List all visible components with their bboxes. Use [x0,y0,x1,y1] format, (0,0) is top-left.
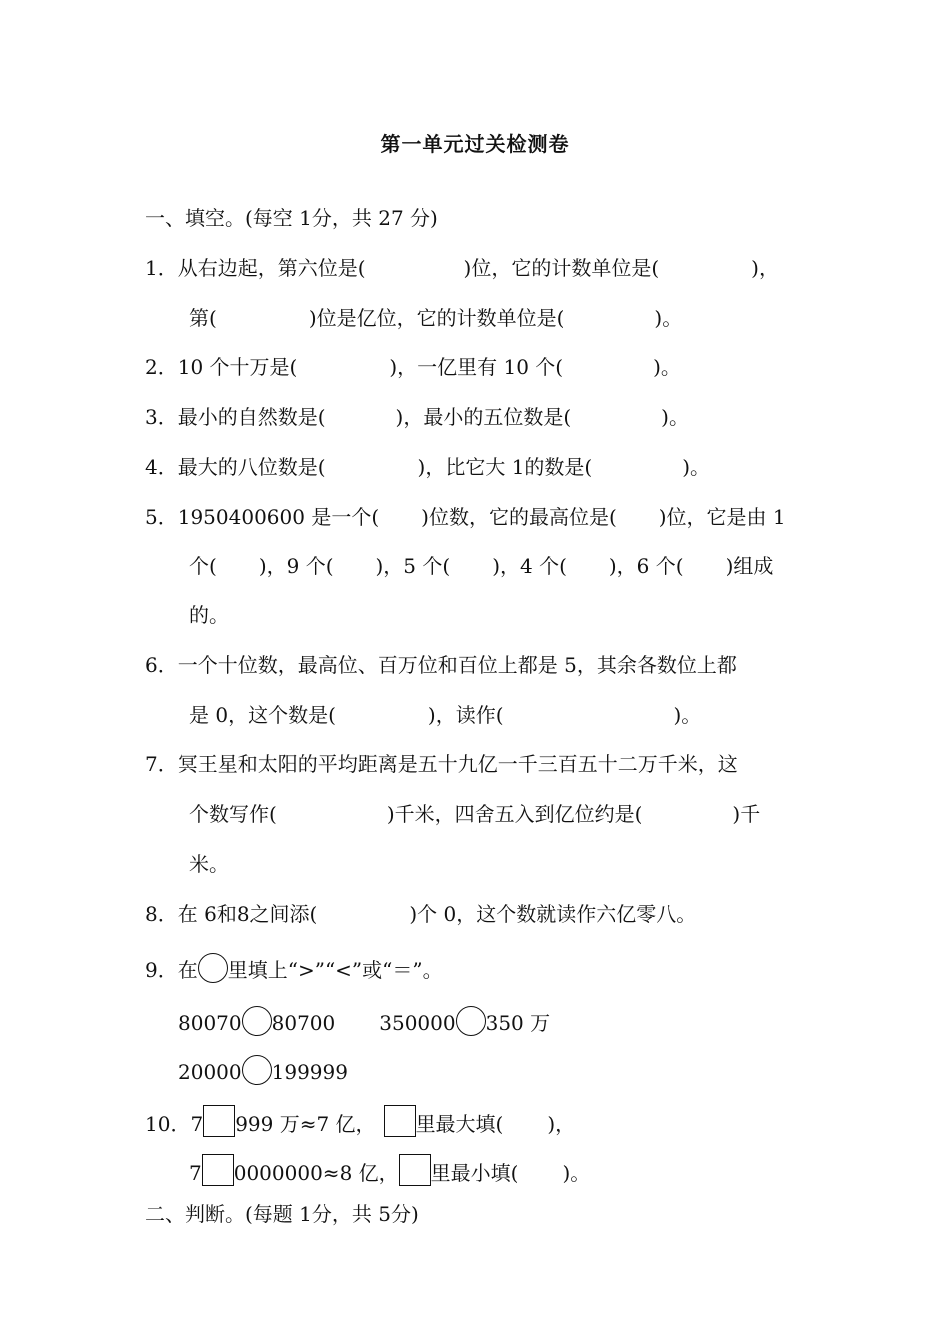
compare-left-value: 350000 [379,1011,456,1035]
question-text: )，9 个( [258,554,334,578]
section-1-heading: 一、填空。(每空 1分，共 27 分) [145,206,438,230]
question-text: )，比它大 1的数是( [417,455,593,479]
question-number: 1． [145,256,178,280]
question-text: )。 [562,1161,591,1185]
question-5-line-2 [189,553,773,579]
compare-circle-icon[interactable] [242,1055,272,1085]
digit-box-icon[interactable] [202,1154,234,1186]
question-text: )千米，四舍五入到亿位约是( [386,802,643,826]
question-text: )， [547,1112,576,1136]
question-text: )千 [732,802,761,826]
question-text: 个数写作( [189,802,277,826]
question-number: 2． [145,355,178,379]
question-text: )，6 个( [608,554,684,578]
question-text: )。 [661,405,689,429]
question-number: 4． [145,455,178,479]
question-text: 一个十位数，最高位、百万位和百位上都是 5，其余各数位上都 [177,653,737,677]
question-text: 最小的自然数是( [177,405,326,429]
question-10-line-1 [145,1105,575,1137]
digit-box-icon [399,1154,431,1186]
question-text: )，5 个( [375,554,451,578]
question-7-line-3: 米。 [189,852,229,876]
question-4 [145,454,710,480]
question-1-line-2 [189,305,682,331]
digit-box-icon [384,1105,416,1137]
question-number: 6． [145,653,178,677]
question-text: 7 [189,1161,202,1185]
question-text: 0000000≈8 亿， [233,1161,399,1185]
question-text: )位，它是由 1 [658,505,786,529]
question-text: )。 [682,455,711,479]
compare-right-value: 80700 [271,1011,336,1035]
compare-left-value: 80070 [178,1011,242,1035]
question-5-line-3: 的。 [189,603,229,627]
question-text: 在 6和8之间添( [177,902,318,926]
question-text: 1950400600 是一个( [177,505,380,529]
compare-right-value: 350 万 [485,1011,551,1035]
section-2-heading: 二、判断。(每题 1分，共 5分) [145,1202,419,1226]
question-text: )位数，它的最高位是( [421,505,617,529]
question-number: 7． [145,752,178,776]
question-text: )位是亿位，它的计数单位是( [308,306,565,330]
question-6-line-1 [145,652,737,678]
question-text: )个 0，这个数就读作六亿零八。 [409,902,697,926]
compare-circle-icon [198,953,228,983]
compare-right-value: 199999 [271,1060,348,1084]
question-text: 冥王星和太阳的平均距离是五十九亿一千三百五十二万千米，这 [177,752,738,776]
question-5-line-1 [145,504,786,530]
question-text: )，最小的五位数是( [395,405,572,429]
question-text: 里填上“>”“<”或“＝”。 [227,958,443,982]
question-text: 最大的八位数是( [177,455,326,479]
page-title: 第一单元过关检测卷 [380,132,570,156]
question-number: 8． [145,902,178,926]
question-9-row-1 [178,1006,550,1036]
question-text: 10 个十万是( [177,355,298,379]
question-2 [145,354,681,380]
question-text: )组成 [725,554,774,578]
question-number: 5． [145,505,178,529]
question-text: )。 [654,306,683,330]
question-text: 7 [190,1112,204,1136]
question-1-line-1 [145,255,779,281]
question-text: )，一亿里有 10 个( [389,355,564,379]
question-text: 999 万≈7 亿， [235,1112,376,1136]
question-number: 10． [145,1112,191,1136]
question-10-line-2 [189,1154,590,1186]
question-7-line-1 [145,751,738,777]
question-3 [145,404,689,430]
question-text: 个( [189,554,217,578]
question-text: 里最大填( [415,1112,504,1136]
question-9-row-2 [178,1055,348,1085]
question-9 [145,953,443,983]
question-text: )。 [653,355,681,379]
question-text: 从右边起，第六位是( [177,256,366,280]
question-text: )，4 个( [492,554,567,578]
question-7-line-2 [189,801,760,827]
question-number: 9． [145,958,178,982]
question-text: 里最小填( [430,1161,519,1185]
digit-box-icon[interactable] [203,1105,235,1137]
question-8 [145,901,696,927]
question-text: )位，它的计数单位是( [463,256,660,280]
compare-circle-icon[interactable] [242,1006,272,1036]
compare-circle-icon[interactable] [456,1006,486,1036]
question-number: 3． [145,405,178,429]
question-text: )，读作( [427,703,504,727]
question-text: 是 0，这个数是( [189,703,336,727]
question-text: 在 [177,958,198,982]
question-6-line-2 [189,702,701,728]
question-text: )。 [673,703,702,727]
question-text: 第( [189,306,217,330]
compare-left-value: 20000 [178,1060,242,1084]
question-text: )， [751,256,779,280]
